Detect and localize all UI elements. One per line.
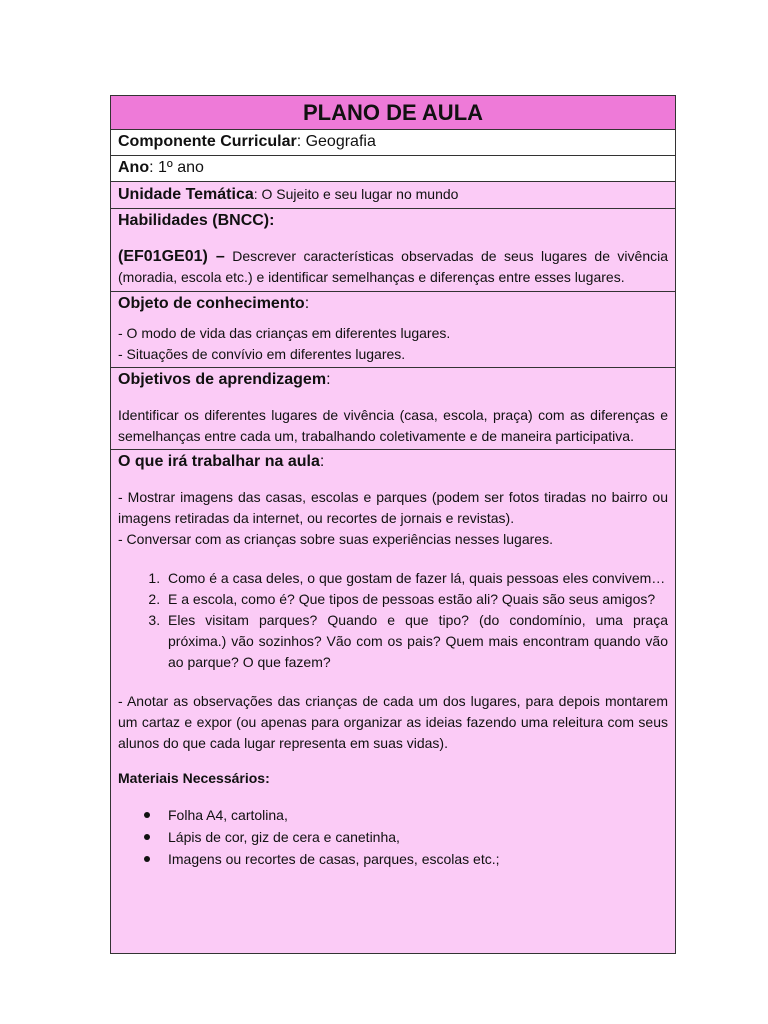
list-item: 2. E a escola, como é? Que tipos de pessoas estão ali? Quais são seus amigos? <box>164 589 668 610</box>
unidade-value: : O Sujeito e seu lugar no mundo <box>253 186 459 202</box>
trabalhar-row <box>111 449 675 953</box>
objetivos-colon: : <box>326 371 331 388</box>
habilidades-label: Habilidades (BNCC): <box>118 212 275 229</box>
unidade-row <box>111 181 675 208</box>
objetivos-label: Objetivos de aprendizagem <box>118 371 327 388</box>
objeto-colon: : <box>304 295 310 312</box>
habilidades-text: Descrever características observadas de seus lugares de vivência (moradia, escola etc.) e identificar semelhanças e diferenças entre esses lugares. <box>118 248 669 285</box>
objeto-row <box>111 291 675 367</box>
habilidades-row <box>111 208 675 291</box>
objetivos-text: Identificar os diferentes lugares de vivência (casa, escola, praça) com as diferenças e semelhanças entre cada um, trabalhando coletivamente e de maneira participativa. <box>118 407 668 444</box>
trabalhar-note: - Anotar as observações das crianças de cada um dos lugares, para depois montarem um cartaz e expor (ou apenas para organizar as ideias fazendo uma releitura com seus alunos do que cada lugar representa em suas vidas). <box>118 693 668 751</box>
ano-label: Ano <box>118 159 150 176</box>
questions-list <box>118 568 668 673</box>
trabalhar-intro-2: - Conversar com as crianças sobre suas experiências nesses lugares. <box>118 531 553 547</box>
objeto-label: Objeto de conhecimento <box>118 295 305 312</box>
habilidades-text-block <box>118 246 668 288</box>
habilidades-code: (EF01GE01) – <box>118 248 225 265</box>
objeto-item: - Situações de convívio em diferentes lugares. <box>118 346 406 362</box>
trabalhar-intro-1: - Mostrar imagens das casas, escolas e parques (podem ser fotos tiradas no bairro ou imagens retiradas da internet, ou recortes de jornais e revistas). <box>118 489 668 526</box>
list-item: Folha A4, cartolina, <box>164 804 668 826</box>
trabalhar-colon: : <box>319 453 325 470</box>
componente-label: Componente Curricular <box>118 133 297 150</box>
ano-value: : 1º ano <box>149 159 204 176</box>
materiais-list <box>118 804 668 870</box>
list-item: Lápis de cor, giz de cera e canetinha, <box>164 826 668 848</box>
lesson-plan-table <box>110 95 676 954</box>
objetivos-row <box>111 367 675 449</box>
trabalhar-label: O que irá trabalhar na aula <box>118 453 320 470</box>
page-title: PLANO DE AULA <box>111 96 675 129</box>
list-item: 3. Eles visitam parques? Quando e que tipo? (do condomínio, uma praça próxima.) vão sozinhos? Vão com os pais? Quem mais encontram quando vão ao parque? O que fazem? <box>164 610 668 673</box>
objeto-item: - O modo de vida das crianças em diferentes lugares. <box>118 325 451 341</box>
componente-value: : Geografia <box>296 133 376 150</box>
list-item: 1. Como é a casa deles, o que gostam de fazer lá, quais pessoas eles convivem… <box>164 568 668 589</box>
unidade-label: Unidade Temática <box>118 186 254 203</box>
materiais-label: Materiais Necessários: <box>118 770 270 786</box>
ano-row <box>111 155 675 181</box>
list-item: Imagens ou recortes de casas, parques, escolas etc.; <box>164 848 668 870</box>
componente-row <box>111 129 675 155</box>
